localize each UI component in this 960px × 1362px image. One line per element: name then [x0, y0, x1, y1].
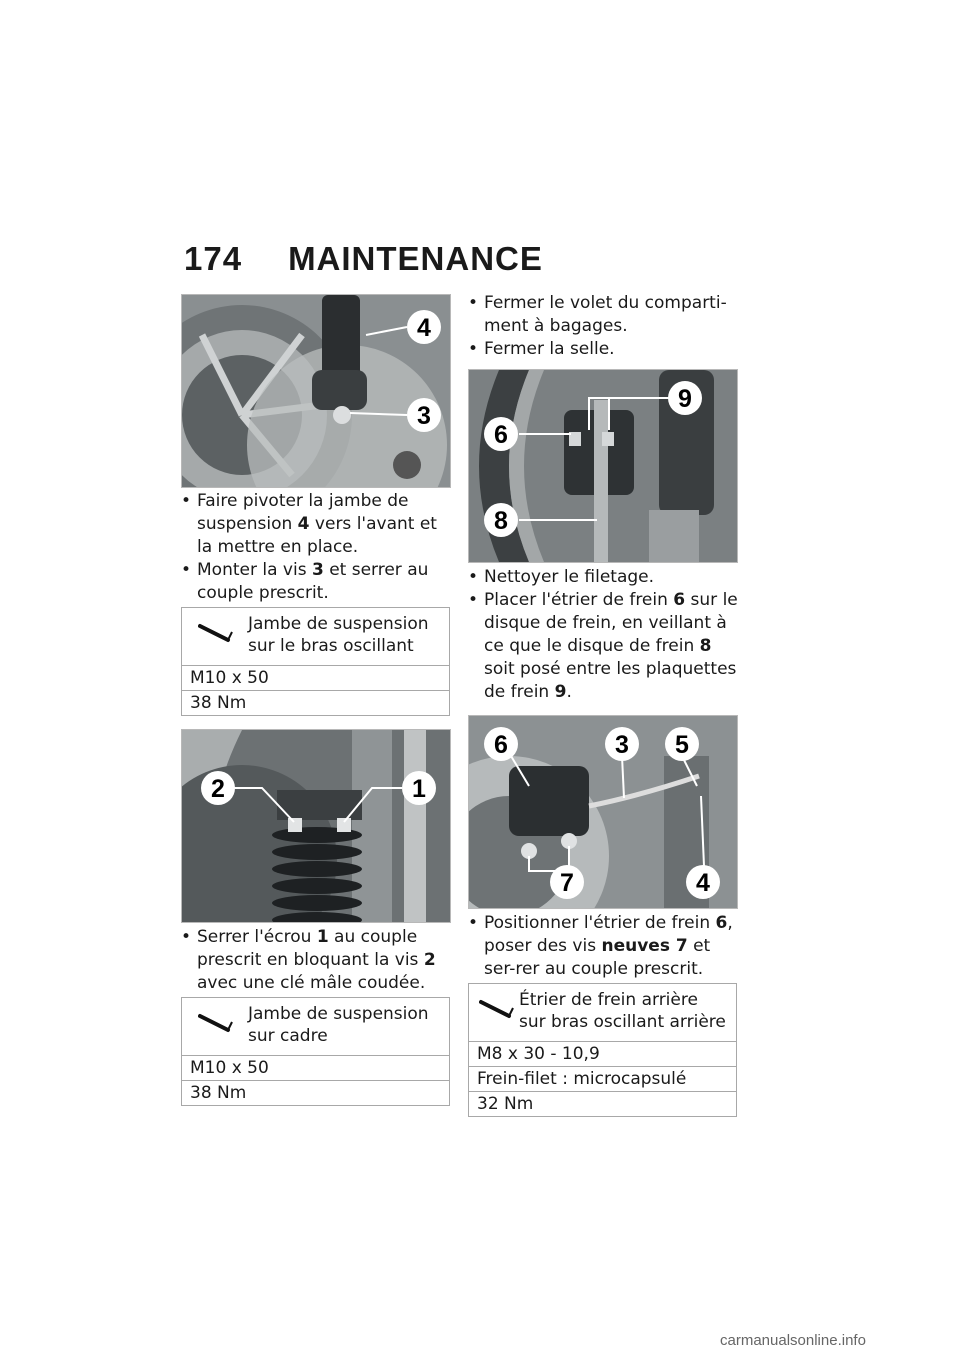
spec-row: M8 x 30 - 10,9 — [469, 1042, 736, 1067]
watermark[interactable]: carmanualsonline.info — [720, 1332, 866, 1349]
callout-7: 7 — [560, 869, 574, 897]
photo-shock-absorber-lower — [181, 294, 451, 488]
torque-spec-table-2 — [181, 997, 450, 1106]
callout-6: 6 — [494, 731, 508, 759]
callout-2: 2 — [211, 775, 225, 803]
instruction-list-2 — [181, 926, 451, 995]
callout-1: 1 — [412, 775, 426, 803]
spec-row: 38 Nm — [190, 693, 247, 713]
photo-shock-absorber-upper — [181, 729, 451, 923]
torque-spec-table-3 — [468, 983, 737, 1117]
callout-3: 3 — [615, 731, 629, 759]
instruction-list-4 — [468, 566, 738, 704]
torque-wrench-icon — [198, 622, 236, 646]
spec-title: Jambe de suspension sur cadre — [248, 1004, 429, 1046]
spec-row: M10 x 50 — [182, 666, 449, 691]
callout-5: 5 — [675, 731, 689, 759]
instruction-list-1 — [181, 490, 451, 605]
spec-title: Jambe de suspension sur le bras oscillant — [248, 614, 429, 656]
spec-row: Frein-filet : microcapsulé — [469, 1067, 736, 1092]
page-number: 174 — [184, 240, 243, 277]
callout-6: 6 — [494, 421, 508, 449]
callout-4: 4 — [696, 869, 710, 897]
torque-wrench-icon — [479, 998, 517, 1022]
page-title: MAINTENANCE — [288, 240, 543, 277]
list-item: • Serrer l'écrou 1 au couple prescrit en bloquant la vis 2 avec une clé mâle coudée. — [181, 926, 451, 995]
spec-row: M10 x 50 — [182, 1056, 449, 1081]
callout-3: 3 — [417, 402, 431, 430]
list-item: • Monter la vis 3 et serrer au couple prescrit. — [181, 559, 451, 605]
photo-brake-caliper-placement — [468, 369, 738, 563]
list-item: • Fermer le volet du comparti-ment à bagages. — [468, 292, 738, 338]
spec-row: 32 Nm — [477, 1094, 534, 1114]
page-header — [184, 240, 543, 278]
spec-title: Étrier de frein arrière sur bras oscillant arrière — [519, 990, 726, 1032]
list-item: • Fermer la selle. — [468, 338, 738, 361]
callout-9: 9 — [678, 385, 692, 413]
instruction-list-3 — [468, 292, 738, 361]
callout-4: 4 — [417, 314, 431, 342]
list-item: • Nettoyer le filetage. — [468, 566, 738, 589]
list-item: • Positionner l'étrier de frein 6, poser des vis neuves 7 et ser-rer au couple prescrit. — [468, 912, 740, 981]
torque-wrench-icon — [198, 1012, 236, 1036]
callout-8: 8 — [494, 507, 508, 535]
photo-brake-caliper-screws — [468, 715, 738, 909]
torque-spec-table-1 — [181, 607, 450, 716]
list-item: • Faire pivoter la jambe de suspension 4 vers l'avant et la mettre en place. — [181, 490, 451, 559]
spec-row: 38 Nm — [190, 1083, 247, 1103]
instruction-list-5 — [468, 912, 740, 981]
list-item: • Placer l'étrier de frein 6 sur le disque de frein, en veillant à ce que le disque de frein 8 soit posé entre les plaquettes de frein 9. — [468, 589, 738, 704]
